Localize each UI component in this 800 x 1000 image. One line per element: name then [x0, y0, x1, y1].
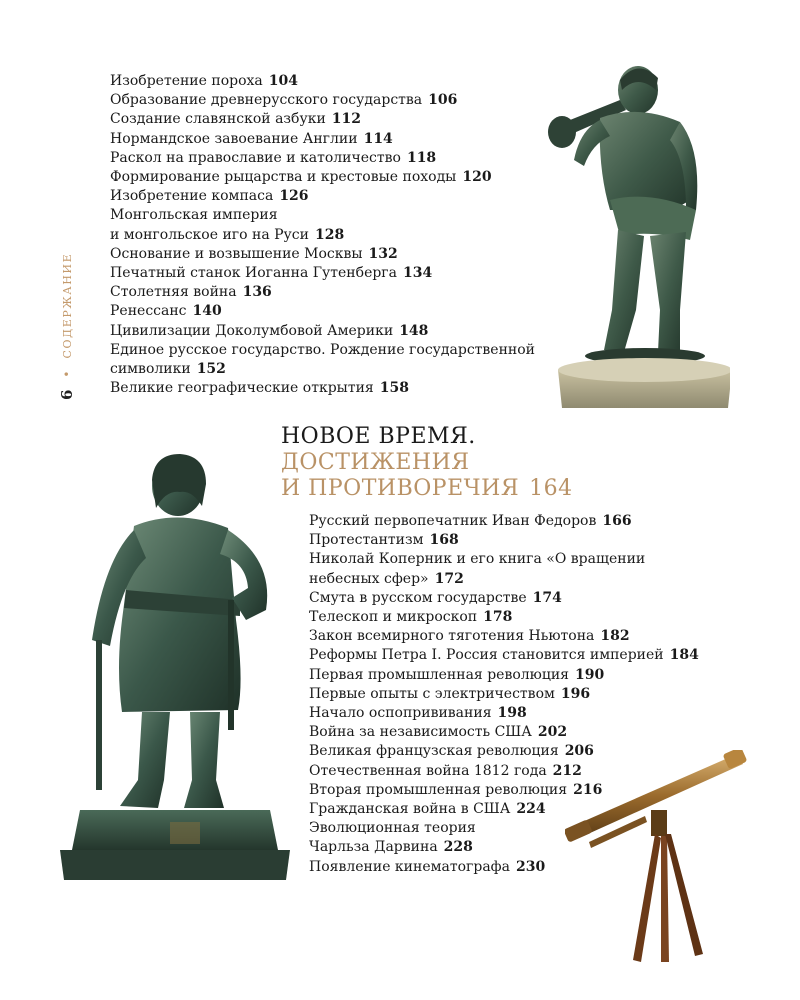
toc-top-entry: [110, 245, 535, 264]
toc-entry-title: Чарльза Дарвина: [309, 839, 438, 856]
side-label: [58, 253, 76, 400]
toc-top-entry: [110, 130, 535, 149]
toc-entry-page: 198: [497, 705, 527, 722]
toc-entry-page: 178: [483, 609, 513, 626]
toc-entry-page: 190: [575, 666, 605, 683]
toc-entry-page: 132: [368, 245, 398, 262]
toc-list-top: [110, 72, 535, 398]
toc-entry-page: 112: [331, 111, 362, 128]
toc-entry-page: 106: [428, 92, 458, 109]
toc-top-entry: [110, 322, 535, 341]
toc-entry-title: Николай Коперник и его книга «О вращении: [309, 551, 646, 568]
toc-top-entry: [110, 110, 535, 129]
toc-entry-title: Образование древнерусского государства: [110, 92, 423, 109]
toc-entry-page: 184: [669, 647, 699, 664]
toc-entry-page: 206: [564, 743, 594, 760]
toc-top-entry: [110, 149, 535, 168]
toc-entry-title: Русский первопечатник Иван Федоров: [309, 513, 597, 529]
toc-entry-title: Начало оспопрививания: [309, 705, 492, 722]
toc-entry-page: 168: [429, 532, 459, 549]
toc-top-entry: [110, 187, 535, 206]
toc-entry-title: Гражданская война в США: [309, 801, 511, 818]
toc-entry-title: Война за независимость США: [309, 724, 532, 741]
page-number: 6: [58, 389, 76, 400]
telescope-icon: [565, 750, 750, 965]
toc-entry-page: 136: [242, 284, 272, 301]
hercules-statue-icon: [540, 60, 730, 408]
toc-bottom-entry: [309, 550, 699, 569]
section-heading-page: 164: [529, 476, 573, 501]
toc-top-entry: [110, 72, 535, 91]
toc-bottom-entry: [309, 685, 699, 704]
toc-top-entry: [110, 283, 535, 302]
toc-top-entry: [110, 226, 535, 245]
toc-entry-title: Единое русское государство. Рождение государственной: [110, 341, 536, 358]
toc-entry-page: 228: [443, 839, 473, 856]
toc-entry-page: 148: [399, 322, 429, 339]
toc-entry-page: 118: [406, 149, 437, 166]
toc-entry-title: Цивилизации Доколумбовой Америки: [110, 322, 394, 339]
toc-bottom-entry: [309, 512, 699, 531]
section-heading-line1: НОВОЕ ВРЕМЯ.: [281, 424, 476, 449]
toc-bottom-entry: [309, 666, 699, 685]
toc-entry-title: Формирование рыцарства и крестовые походы: [110, 169, 457, 186]
peter-the-great-statue-icon: [60, 450, 290, 880]
section-heading-line3: [281, 476, 573, 502]
toc-entry-title: Великие географические открытия: [110, 380, 374, 397]
toc-bottom-entry: [309, 589, 699, 608]
toc-entry-title: и монгольское иго на Руси: [110, 226, 309, 243]
toc-entry-page: 104: [268, 73, 299, 89]
toc-entry-page: 134: [403, 265, 433, 282]
toc-entry-title: Отечественная война 1812 года: [309, 762, 547, 779]
toc-entry-title: символики: [110, 361, 191, 378]
toc-top-entry: [110, 168, 535, 187]
section-name: СОДЕРЖАНИЕ: [60, 252, 74, 359]
toc-bottom-entry: [309, 608, 699, 627]
toc-entry-title: Эволюционная теория: [309, 820, 476, 837]
toc-entry-title: Появление кинематографа: [309, 858, 510, 875]
toc-entry-page: 158: [379, 380, 409, 397]
toc-top-entry: [110, 379, 535, 398]
toc-entry-page: 152: [196, 361, 226, 378]
toc-entry-page: 182: [600, 628, 630, 645]
toc-entry-title: Смута в русском государстве: [309, 589, 527, 606]
toc-entry-title: Создание славянской азбуки: [110, 111, 326, 128]
toc-entry-page: 224: [516, 801, 546, 818]
toc-top-entry: [110, 341, 535, 360]
toc-entry-page: 128: [314, 226, 345, 243]
toc-entry-title: Вторая промышленная революция: [309, 781, 568, 798]
toc-entry-title: Первые опыты с электричеством: [309, 685, 555, 702]
toc-entry-title: Закон всемирного тяготения Ньютона: [309, 628, 595, 645]
toc-entry-title: Нормандское завоевание Англии: [110, 130, 358, 147]
toc-entry-title: Основание и возвышение Москвы: [110, 245, 363, 262]
toc-entry-page: 202: [537, 724, 568, 741]
toc-entry-page: 126: [279, 188, 309, 205]
toc-entry-title: Раскол на православие и католичество: [110, 149, 401, 166]
toc-top-entry: [110, 264, 535, 283]
toc-bottom-entry: [309, 627, 699, 646]
toc-entry-title: Монгольская империя: [110, 207, 278, 224]
toc-entry-page: 174: [532, 589, 562, 606]
bullet-dot: •: [60, 370, 74, 378]
section-heading: [281, 424, 573, 502]
toc-entry-page: 212: [552, 762, 582, 779]
section-heading-line3-text: И ПРОТИВОРЕЧИЯ: [281, 476, 520, 501]
toc-entry-page: 140: [192, 303, 222, 320]
toc-top-entry: [110, 302, 535, 321]
toc-entry-title: Изобретение компаса: [110, 188, 274, 205]
toc-entry-title: Великая французская революция: [309, 743, 559, 760]
toc-bottom-entry: [309, 646, 699, 665]
toc-top-entry: [110, 91, 535, 110]
toc-entry-title: Телескоп и микроскоп: [309, 609, 478, 626]
toc-entry-page: 172: [434, 570, 464, 587]
toc-bottom-entry: [309, 570, 699, 589]
toc-entry-page: 216: [573, 781, 603, 798]
toc-entry-page: 166: [602, 513, 632, 529]
toc-entry-page: 230: [515, 858, 546, 875]
toc-entry-title: Изобретение пороха: [110, 73, 263, 89]
toc-top-entry: [110, 360, 535, 379]
toc-entry-title: Первая промышленная революция: [309, 666, 570, 683]
toc-entry-page: 196: [560, 685, 591, 702]
toc-entry-title: Реформы Петра I. Россия становится империей: [309, 647, 664, 664]
toc-entry-title: Столетняя война: [110, 284, 237, 301]
toc-bottom-entry: [309, 531, 699, 550]
toc-entry-title: Протестантизм: [309, 532, 424, 549]
toc-entry-title: Печатный станок Иоганна Гутенберга: [110, 265, 397, 282]
toc-entry-title: небесных сфер»: [309, 570, 429, 587]
toc-top-entry: [110, 206, 535, 225]
toc-bottom-entry: [309, 704, 699, 723]
toc-entry-page: 114: [363, 130, 393, 147]
toc-entry-page: 120: [462, 169, 492, 186]
toc-entry-title: Ренессанс: [110, 303, 187, 320]
toc-bottom-entry: [309, 723, 699, 742]
section-heading-line2: ДОСТИЖЕНИЯ: [281, 450, 470, 475]
